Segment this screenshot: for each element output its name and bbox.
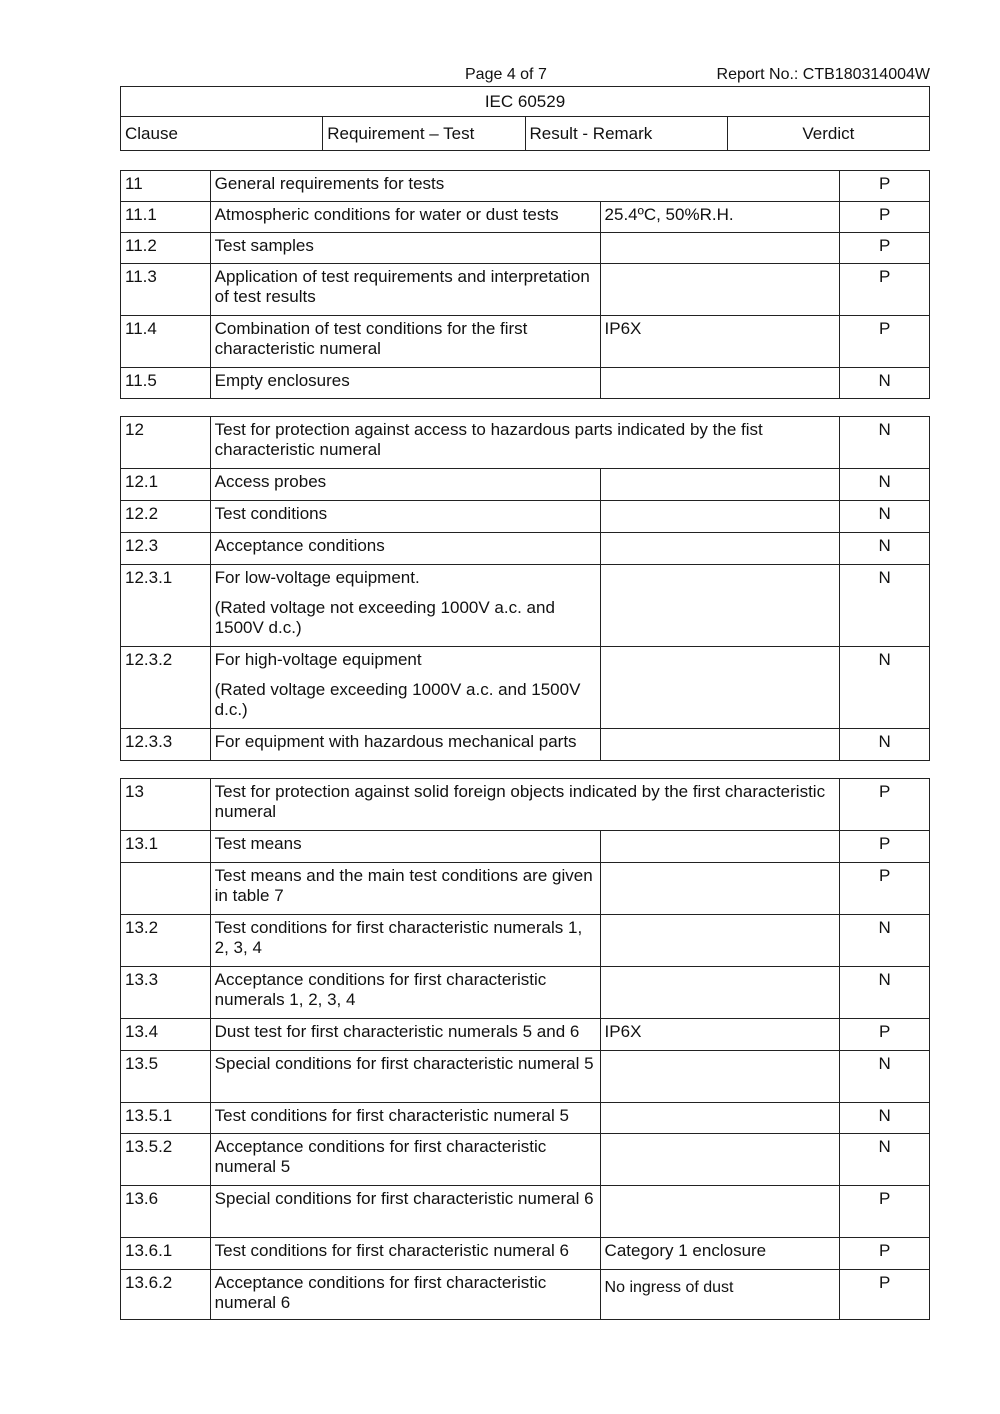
requirement-text: Acceptance conditions for first characteristic numeral 5	[214, 1137, 547, 1176]
requirement-cell	[210, 501, 600, 533]
requirement-text: Test conditions	[214, 504, 328, 523]
requirement-text: General requirements for tests	[214, 174, 445, 193]
requirement-cell	[210, 1019, 600, 1051]
requirement-cell	[210, 171, 840, 202]
table-header	[120, 86, 930, 151]
requirement-text: Test conditions for first characteristic numerals 1, 2, 3, 4	[214, 918, 583, 957]
result-cell	[600, 501, 840, 533]
requirement-cell	[210, 915, 600, 967]
verdict-cell: N	[840, 1103, 930, 1134]
verdict-cell: N	[840, 501, 930, 533]
result-cell	[600, 565, 840, 647]
table-row	[121, 729, 930, 761]
verdict-cell: P	[840, 779, 930, 831]
requirement-cell	[210, 233, 600, 264]
requirement-cell	[210, 863, 600, 915]
verdict-cell: P	[840, 863, 930, 915]
table-row	[121, 779, 930, 831]
requirement-text: Combination of test conditions for the first characteristic numeral	[214, 319, 528, 358]
clause-cell: 11.3	[121, 264, 211, 316]
clause-cell: 13.6.1	[121, 1238, 211, 1270]
result-cell: IP6X	[600, 316, 840, 368]
result-cell	[600, 647, 840, 729]
requirement-text: Test samples	[214, 236, 314, 255]
clause-cell: 13.5	[121, 1051, 211, 1103]
report-number: Report No.: CTB180314004W	[716, 66, 930, 83]
requirement-text: Application of test requirements and interpretation of test results	[214, 267, 590, 306]
table-row	[121, 915, 930, 967]
requirement-cell	[210, 533, 600, 565]
requirement-text: Test means	[214, 834, 302, 853]
verdict-cell: P	[840, 233, 930, 264]
requirement-text: Dust test for first characteristic numerals 5 and 6	[214, 1022, 580, 1041]
requirement-cell	[210, 1238, 600, 1270]
requirement-text: Special conditions for first characteristic numeral 6	[214, 1189, 594, 1208]
requirement-text: Acceptance conditions for first characteristic numerals 1, 2, 3, 4	[214, 970, 547, 1009]
clause-cell: 12	[121, 417, 211, 469]
result-cell	[600, 469, 840, 501]
table-row	[121, 417, 930, 469]
requirement-text: Empty enclosures	[214, 371, 350, 390]
result-cell	[600, 863, 840, 915]
requirement-cell	[210, 316, 600, 368]
requirement-note: (Rated voltage exceeding 1000V a.c. and 1500V d.c.)	[214, 680, 581, 719]
section-13-table	[120, 778, 930, 1320]
result-cell: Category 1 enclosure	[600, 1238, 840, 1270]
clause-cell: 13.3	[121, 967, 211, 1019]
result-cell	[600, 1134, 840, 1186]
table-row	[121, 501, 930, 533]
result-cell: No ingress of dust	[600, 1270, 840, 1320]
table-row	[121, 565, 930, 647]
requirement-text: Special conditions for first characteristic numeral 5	[214, 1054, 594, 1073]
requirement-text: Access probes	[214, 472, 327, 491]
verdict-cell: P	[840, 1238, 930, 1270]
table-row	[121, 1238, 930, 1270]
verdict-cell: N	[840, 647, 930, 729]
clause-cell: 13.1	[121, 831, 211, 863]
table-row	[121, 316, 930, 368]
clause-cell: 12.1	[121, 469, 211, 501]
verdict-cell: P	[840, 1270, 930, 1320]
result-cell	[600, 368, 840, 399]
page-header	[120, 64, 930, 86]
table-row	[121, 1051, 930, 1103]
col-result-header: Result - Remark	[525, 117, 727, 151]
result-cell	[600, 533, 840, 565]
clause-cell: 12.3	[121, 533, 211, 565]
requirement-text: Test for protection against solid foreign objects indicated by the first characteristic numeral	[214, 782, 826, 821]
requirement-cell	[210, 368, 600, 399]
requirement-text: For high-voltage equipment	[214, 650, 422, 669]
requirement-cell	[210, 647, 600, 729]
requirement-text: Test means and the main test conditions are given in table 7	[214, 866, 593, 905]
verdict-cell: P	[840, 1186, 930, 1238]
clause-cell: 12.3.1	[121, 565, 211, 647]
table-row	[121, 647, 930, 729]
col-clause-header: Clause	[121, 117, 323, 151]
requirement-cell	[210, 202, 600, 233]
clause-cell: 12.3.3	[121, 729, 211, 761]
verdict-cell: N	[840, 565, 930, 647]
verdict-cell: N	[840, 533, 930, 565]
requirement-text: Acceptance conditions	[214, 536, 385, 555]
result-cell	[600, 967, 840, 1019]
result-cell	[600, 233, 840, 264]
requirement-cell	[210, 729, 600, 761]
clause-cell: 11	[121, 171, 211, 202]
verdict-cell: N	[840, 469, 930, 501]
standard-title: IEC 60529	[121, 87, 930, 117]
table-row	[121, 1134, 930, 1186]
requirement-cell	[210, 1186, 600, 1238]
clause-cell: 11.2	[121, 233, 211, 264]
table-row	[121, 1186, 930, 1238]
requirement-note: (Rated voltage not exceeding 1000V a.c. and 1500V d.c.)	[214, 598, 555, 637]
clause-cell: 12.3.2	[121, 647, 211, 729]
table-row	[121, 533, 930, 565]
table-row	[121, 171, 930, 202]
verdict-cell: P	[840, 1019, 930, 1051]
verdict-cell: P	[840, 171, 930, 202]
verdict-cell: P	[840, 831, 930, 863]
requirement-cell	[210, 469, 600, 501]
table-row	[121, 831, 930, 863]
requirement-text: Test conditions for first characteristic numeral 6	[214, 1241, 569, 1260]
verdict-cell: P	[840, 202, 930, 233]
requirement-cell	[210, 1270, 600, 1320]
verdict-cell: P	[840, 264, 930, 316]
table-row	[121, 233, 930, 264]
verdict-cell: N	[840, 417, 930, 469]
verdict-cell: P	[840, 316, 930, 368]
result-cell	[600, 1186, 840, 1238]
requirement-cell	[210, 1051, 600, 1103]
clause-cell: 13.5.1	[121, 1103, 211, 1134]
verdict-cell: N	[840, 1134, 930, 1186]
result-cell	[600, 729, 840, 761]
page-number: Page 4 of 7	[465, 66, 547, 83]
clause-cell: 11.5	[121, 368, 211, 399]
clause-cell: 11.4	[121, 316, 211, 368]
table-row	[121, 368, 930, 399]
clause-cell	[121, 863, 211, 915]
verdict-cell: N	[840, 1051, 930, 1103]
verdict-cell: N	[840, 729, 930, 761]
verdict-cell: N	[840, 915, 930, 967]
requirement-cell	[210, 967, 600, 1019]
requirement-cell	[210, 1134, 600, 1186]
clause-cell: 13.6	[121, 1186, 211, 1238]
requirement-cell	[210, 565, 600, 647]
clause-cell: 11.1	[121, 202, 211, 233]
table-row	[121, 1270, 930, 1320]
table-row	[121, 264, 930, 316]
result-cell	[600, 915, 840, 967]
result-cell: IP6X	[600, 1019, 840, 1051]
verdict-cell: N	[840, 368, 930, 399]
requirement-text: For low-voltage equipment.	[214, 568, 420, 587]
table-row	[121, 863, 930, 915]
requirement-cell	[210, 831, 600, 863]
col-verdict-header: Verdict	[727, 117, 929, 151]
result-cell: 25.4ºC, 50%R.H.	[600, 202, 840, 233]
table-row	[121, 469, 930, 501]
result-cell	[600, 1103, 840, 1134]
clause-cell: 13	[121, 779, 211, 831]
result-cell	[600, 264, 840, 316]
section-11-table	[120, 170, 930, 399]
clause-cell: 13.4	[121, 1019, 211, 1051]
requirement-cell	[210, 264, 600, 316]
requirement-text: Test conditions for first characteristic numeral 5	[214, 1106, 569, 1125]
requirement-cell	[210, 417, 840, 469]
col-requirement-header: Requirement – Test	[323, 117, 525, 151]
result-cell	[600, 831, 840, 863]
section-12-table	[120, 416, 930, 761]
requirement-cell	[210, 779, 840, 831]
table-row	[121, 967, 930, 1019]
requirement-cell	[210, 1103, 600, 1134]
verdict-cell: N	[840, 967, 930, 1019]
clause-cell: 13.6.2	[121, 1270, 211, 1320]
clause-cell: 13.5.2	[121, 1134, 211, 1186]
requirement-text: Acceptance conditions for first characteristic numeral 6	[214, 1273, 547, 1312]
requirement-text: Test for protection against access to hazardous parts indicated by the fist characteristic numeral	[214, 420, 763, 459]
table-row	[121, 1103, 930, 1134]
result-cell	[600, 1051, 840, 1103]
table-row	[121, 202, 930, 233]
requirement-text: Atmospheric conditions for water or dust tests	[214, 205, 559, 224]
clause-cell: 12.2	[121, 501, 211, 533]
table-row	[121, 1019, 930, 1051]
requirement-text: For equipment with hazardous mechanical parts	[214, 732, 577, 751]
clause-cell: 13.2	[121, 915, 211, 967]
